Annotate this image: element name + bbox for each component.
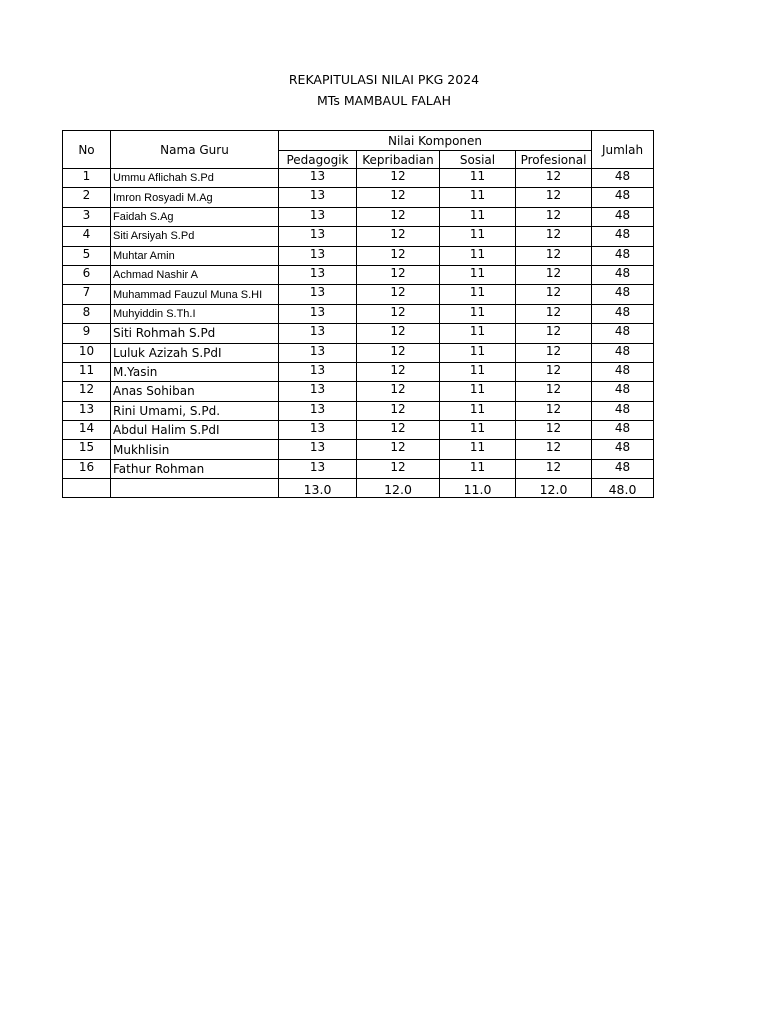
score-kepribadian: 12 — [357, 265, 440, 284]
score-profesional: 12 — [516, 265, 592, 284]
score-profesional: 12 — [516, 304, 592, 323]
score-sosial: 11 — [440, 382, 516, 401]
score-total: 48 — [592, 265, 654, 284]
average-profesional: 12.0 — [516, 479, 592, 498]
table-row — [63, 440, 654, 459]
table-row — [63, 304, 654, 323]
document-title: REKAPITULASI NILAI PKG 2024 — [288, 72, 480, 87]
score-profesional: 12 — [516, 362, 592, 381]
score-profesional: 12 — [516, 285, 592, 304]
teacher-name: Muhyiddin S.Th.I — [111, 304, 279, 323]
score-profesional: 12 — [516, 401, 592, 420]
score-profesional: 12 — [516, 169, 592, 188]
score-total: 48 — [592, 188, 654, 207]
score-total: 48 — [592, 343, 654, 362]
teacher-name: Abdul Halim S.PdI — [111, 421, 279, 440]
score-sosial: 11 — [440, 362, 516, 381]
score-pedagogik: 13 — [279, 265, 357, 284]
score-profesional: 12 — [516, 382, 592, 401]
row-number: 1 — [63, 169, 111, 188]
score-kepribadian: 12 — [357, 324, 440, 343]
score-sosial: 11 — [440, 227, 516, 246]
row-number: 3 — [63, 207, 111, 226]
score-total: 48 — [592, 304, 654, 323]
score-sosial: 11 — [440, 324, 516, 343]
score-sosial: 11 — [440, 169, 516, 188]
table-row — [63, 459, 654, 478]
row-number: 8 — [63, 304, 111, 323]
score-kepribadian: 12 — [357, 227, 440, 246]
score-total: 48 — [592, 246, 654, 265]
table-row — [63, 188, 654, 207]
table-row — [63, 324, 654, 343]
score-kepribadian: 12 — [357, 285, 440, 304]
average-pedagogik: 13.0 — [279, 479, 357, 498]
teacher-name: Fathur Rohman — [111, 459, 279, 478]
score-profesional: 12 — [516, 421, 592, 440]
score-pedagogik: 13 — [279, 188, 357, 207]
table-row — [63, 285, 654, 304]
school-name: MTs MAMBAUL FALAH — [317, 93, 451, 108]
score-pedagogik: 13 — [279, 401, 357, 420]
header-name: Nama Guru — [111, 131, 279, 169]
table-row — [63, 246, 654, 265]
row-number: 5 — [63, 246, 111, 265]
score-total: 48 — [592, 285, 654, 304]
header-kepribadian: Kepribadian — [357, 151, 440, 169]
score-pedagogik: 13 — [279, 304, 357, 323]
score-sosial: 11 — [440, 421, 516, 440]
row-number: 9 — [63, 324, 111, 343]
table-row — [63, 421, 654, 440]
score-pedagogik: 13 — [279, 324, 357, 343]
score-kepribadian: 12 — [357, 246, 440, 265]
score-sosial: 11 — [440, 188, 516, 207]
header-group: Nilai Komponen — [279, 131, 592, 151]
score-sosial: 11 — [440, 440, 516, 459]
table-row — [63, 265, 654, 284]
teacher-name: Ummu Aflichah S.Pd — [111, 169, 279, 188]
teacher-name: Siti Arsiyah S.Pd — [111, 227, 279, 246]
row-number: 16 — [63, 459, 111, 478]
score-sosial: 11 — [440, 343, 516, 362]
score-sosial: 11 — [440, 246, 516, 265]
score-pedagogik: 13 — [279, 382, 357, 401]
score-kepribadian: 12 — [357, 401, 440, 420]
teacher-name: Rini Umami, S.Pd. — [111, 401, 279, 420]
score-table — [62, 130, 654, 498]
row-number: 4 — [63, 227, 111, 246]
table-row — [63, 169, 654, 188]
header-sosial: Sosial — [440, 151, 516, 169]
score-profesional: 12 — [516, 227, 592, 246]
teacher-name: Luluk Azizah S.PdI — [111, 343, 279, 362]
row-number: 6 — [63, 265, 111, 284]
table-row — [63, 362, 654, 381]
score-profesional: 12 — [516, 343, 592, 362]
teacher-name: Muhtar Amin — [111, 246, 279, 265]
score-total: 48 — [592, 401, 654, 420]
average-no — [63, 479, 111, 498]
average-name — [111, 479, 279, 498]
row-number: 13 — [63, 401, 111, 420]
average-sosial: 11.0 — [440, 479, 516, 498]
teacher-name: Muhammad Fauzul Muna S.HI — [111, 285, 279, 304]
row-number: 15 — [63, 440, 111, 459]
score-pedagogik: 13 — [279, 246, 357, 265]
score-kepribadian: 12 — [357, 421, 440, 440]
score-pedagogik: 13 — [279, 169, 357, 188]
score-total: 48 — [592, 421, 654, 440]
score-pedagogik: 13 — [279, 362, 357, 381]
score-pedagogik: 13 — [279, 459, 357, 478]
teacher-name: Siti Rohmah S.Pd — [111, 324, 279, 343]
teacher-name: Faidah S.Ag — [111, 207, 279, 226]
table-row — [63, 207, 654, 226]
score-total: 48 — [592, 227, 654, 246]
score-total: 48 — [592, 382, 654, 401]
score-kepribadian: 12 — [357, 304, 440, 323]
score-kepribadian: 12 — [357, 459, 440, 478]
header-profesional: Profesional — [516, 151, 592, 169]
score-sosial: 11 — [440, 207, 516, 226]
teacher-name: Mukhlisin — [111, 440, 279, 459]
score-kepribadian: 12 — [357, 362, 440, 381]
score-total: 48 — [592, 440, 654, 459]
row-number: 14 — [63, 421, 111, 440]
score-kepribadian: 12 — [357, 207, 440, 226]
score-pedagogik: 13 — [279, 440, 357, 459]
score-profesional: 12 — [516, 324, 592, 343]
score-kepribadian: 12 — [357, 440, 440, 459]
score-kepribadian: 12 — [357, 188, 440, 207]
score-profesional: 12 — [516, 459, 592, 478]
teacher-name: M.Yasin — [111, 362, 279, 381]
score-sosial: 11 — [440, 459, 516, 478]
teacher-name: Imron Rosyadi M.Ag — [111, 188, 279, 207]
score-kepribadian: 12 — [357, 343, 440, 362]
score-profesional: 12 — [516, 246, 592, 265]
teacher-name: Anas Sohiban — [111, 382, 279, 401]
table-row — [63, 382, 654, 401]
score-total: 48 — [592, 362, 654, 381]
score-total: 48 — [592, 459, 654, 478]
score-sosial: 11 — [440, 285, 516, 304]
teacher-name: Achmad Nashir A — [111, 265, 279, 284]
header-pedagogik: Pedagogik — [279, 151, 357, 169]
score-sosial: 11 — [440, 401, 516, 420]
row-number: 2 — [63, 188, 111, 207]
score-pedagogik: 13 — [279, 207, 357, 226]
row-number: 10 — [63, 343, 111, 362]
row-number: 11 — [63, 362, 111, 381]
score-pedagogik: 13 — [279, 285, 357, 304]
score-total: 48 — [592, 324, 654, 343]
score-profesional: 12 — [516, 207, 592, 226]
score-profesional: 12 — [516, 188, 592, 207]
score-profesional: 12 — [516, 440, 592, 459]
score-pedagogik: 13 — [279, 421, 357, 440]
score-kepribadian: 12 — [357, 169, 440, 188]
score-sosial: 11 — [440, 304, 516, 323]
score-pedagogik: 13 — [279, 343, 357, 362]
table-row — [63, 401, 654, 420]
table-row — [63, 227, 654, 246]
row-number: 12 — [63, 382, 111, 401]
table-row — [63, 343, 654, 362]
score-kepribadian: 12 — [357, 382, 440, 401]
header-total: Jumlah — [592, 131, 654, 169]
score-total: 48 — [592, 169, 654, 188]
score-pedagogik: 13 — [279, 227, 357, 246]
score-total: 48 — [592, 207, 654, 226]
average-row — [63, 479, 654, 498]
score-sosial: 11 — [440, 265, 516, 284]
average-kepribadian: 12.0 — [357, 479, 440, 498]
row-number: 7 — [63, 285, 111, 304]
average-total: 48.0 — [592, 479, 654, 498]
header-no: No — [63, 131, 111, 169]
